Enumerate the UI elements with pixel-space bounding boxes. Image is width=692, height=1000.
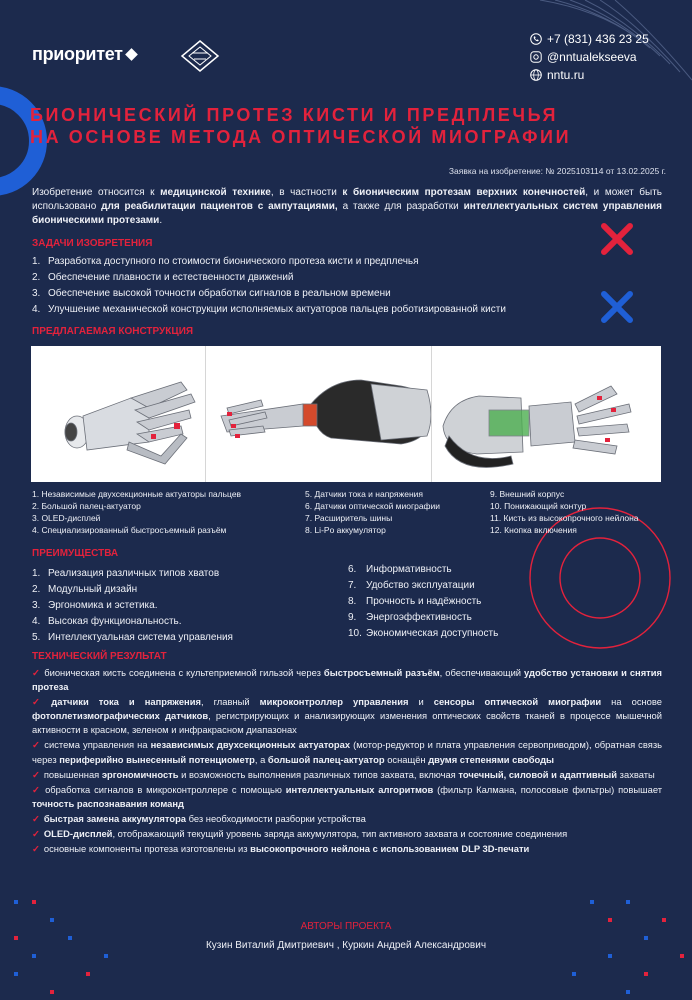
item-number: 2. [32,584,41,595]
list-item [32,630,332,646]
item-number: 3. [32,600,41,611]
list-item [32,614,332,630]
intro-emphasis: интеллектуальных систем управления бионическими протезами [32,201,663,226]
result-item: ✓ OLED-дисплей, отображающий текущий уровень заряда аккумулятора, тип активного захвата и состояние соединения [32,828,568,840]
globe-icon [530,69,542,81]
item-number: 10. [348,628,362,639]
legend-item: 5. Датчики тока и напряжения [305,489,423,499]
brand-logo [32,44,136,65]
open-forearm-view [443,386,631,467]
list-item [348,626,548,642]
result-item: ✓ система управления на независимых двухсекционных актуаторах (мотор-редуктор и плата управления сервоприводом), обратная связь через периферийно вынесенный потенциометр, а большой палец-актуатор оснащён двумя степенями свободы [32,739,663,765]
list-item [348,610,548,626]
brand-name: приоритет [32,44,123,64]
list-item [32,566,332,582]
item-text: Эргономика и эстетика. [48,600,158,611]
authors-names: Кузин Виталий Дмитриевич , Куркин Андрей Александрович [205,940,487,951]
application-number: Заявка на изобретение: № 2025103114 от 13.02.2025 г. [448,166,666,176]
result-item: ✓ датчики тока и напряжения, главный микроконтроллер управления и сенсоры оптической миографии на основе фотоплетизмографических датчиков, регистрирующих и анализирующих изменения оптических свойств тканей в процессе мышечной активности в красном, зеленом и инфракрасном диапазонах [32,696,663,736]
advantages-right-list [348,562,548,642]
legend-item: 2. Большой палец-актуатор [32,501,141,511]
item-text: Обеспечение высокой точности обработки сигналов в реальном времени [48,288,391,299]
item-text: Улучшение механической конструкции исполняемых актуаторов пальцев роботизированной кисти [48,304,506,315]
result-heading: ТЕХНИЧЕСКИЙ РЕЗУЛЬТАТ [32,651,167,662]
university-emblem-icon [180,40,220,72]
legend-item: 8. Li-Po аккумулятор [305,525,386,535]
list-item [32,254,592,270]
phone-icon [530,33,542,45]
authors-heading: АВТОРЫ ПРОЕКТА [300,921,392,932]
legend-item: 3. OLED-дисплей [32,513,101,523]
item-number: 4. [32,304,41,315]
item-text: Разработка доступного по стоимости бионического протеза кисти и предплечья [48,256,419,267]
check-icon: ✓ [32,843,40,855]
item-text: Энергоэффективность [366,612,472,623]
check-icon: ✓ [32,783,42,795]
list-item [348,594,548,610]
legend-col-2 [305,488,485,536]
contact-site[interactable] [530,66,649,84]
legend-item: 10. Понижающий контур [490,501,587,511]
advantages-left-list [32,566,332,646]
page-title [30,104,670,148]
intro-paragraph [32,186,662,228]
check-icon: ✓ [32,667,41,678]
contact-social[interactable] [530,48,649,66]
check-icon: ✓ [32,739,41,751]
result-item: ✓ основные компоненты протеза изготовлены из высокопрочного нейлона с использованием DLP 3D-печати [32,843,530,855]
item-text: Обеспечение плавности и естественности движений [48,272,294,283]
contacts-block [530,30,649,84]
intro-text: а также для разработки [337,201,464,212]
contact-social-text: @nntualekseeva [547,50,637,64]
item-text: Экономическая доступность [366,628,499,639]
list-item [32,598,332,614]
result-list [32,666,662,857]
brand-diamond-icon [125,48,138,61]
tasks-list [32,254,592,318]
intro-text: Изобретение относится к [32,187,161,198]
intro-text: . [159,215,163,226]
construction-heading: ПРЕДЛАГАЕМАЯ КОНСТРУКЦИЯ [32,326,194,337]
list-item [348,578,548,594]
legend-item: 11. Кисть из высокопрочного нейлона [490,513,639,523]
legend-item: 7. Расширитель шины [305,513,393,523]
forearm-view [221,380,431,444]
title-line-2: НА ОСНОВЕ МЕТОДА ОПТИЧЕСКОЙ МИОГРАФИИ [30,127,572,147]
result-item: ✓ быстрая замена аккумулятора без необходимости разборки устройства [32,812,366,824]
check-icon: ✓ [32,812,40,824]
intro-emphasis: к бионическим протезам верхних конечностей [342,187,586,198]
legend-item: 4. Специализированный быстросъемный разъём [32,525,227,535]
item-text: Прочность и надёжность [366,596,482,607]
result-item: ✓ обработка сигналов в микроконтроллере с помощью интеллектуальных алгоритмов (фильтр Калмана, полосовые фильтры) повышает точность распознавания команд [32,783,663,809]
legend-item: 1. Независимые двухсекционные актуаторы пальцев [32,489,242,499]
item-number: 9. [348,612,357,623]
item-text: Интеллектуальная система управления [48,632,233,643]
intro-emphasis: для реабилитации пациентов с ампутациями, [101,201,338,212]
list-item [348,562,548,578]
tasks-heading: ЗАДАЧИ ИЗОБРЕТЕНИЯ [32,238,153,249]
check-icon: ✓ [32,768,40,780]
item-number: 8. [348,596,357,607]
result-item: ✓ повышенная эргономичность и возможность выполнения различных типов захвата, включая точечный, силовой и адаптивный захваты [32,768,655,780]
intro-text: , и может быть использовано [32,187,662,212]
contact-phone[interactable] [530,30,649,48]
legend-col-3 [490,488,680,536]
item-text: Информативность [366,564,452,575]
title-line-1: БИОНИЧЕСКИЙ ПРОТЕЗ КИСТИ И ПРЕДПЛЕЧЬЯ [30,105,559,125]
contact-site-text: nntu.ru [547,68,585,82]
legend-item: 12. Кнопка включения [490,525,577,535]
intro-emphasis: медицинской технике [160,187,271,198]
item-number: 5. [32,632,41,643]
list-item [32,270,592,286]
social-icon [530,51,542,63]
list-item [32,582,332,598]
item-text: Высокая функциональность. [48,616,182,627]
prosthesis-illustration [31,346,661,482]
item-number: 7. [348,580,357,591]
item-number: 2. [32,272,41,283]
item-text: Модульный дизайн [48,584,138,595]
contact-phone-text: +7 (831) 436 23 25 [547,32,649,46]
item-number: 1. [32,256,41,267]
advantages-heading: ПРЕИМУЩЕСТВА [32,548,119,559]
item-text: Реализация различных типов хватов [48,568,220,579]
check-icon: ✓ [32,696,48,708]
legend-col-1 [32,488,302,536]
item-number: 4. [32,616,41,627]
item-number: 3. [32,288,41,299]
legend-item: 6. Датчики оптической миографии [305,501,441,511]
prosthesis-drawing [31,346,661,482]
list-item [32,286,592,302]
intro-text: , в частности [270,187,343,198]
item-number: 6. [348,564,357,575]
result-item: ✓ бионическая кисть соединена с культеприемной гильзой через быстросъемный разъём, обеспечивающий удобство установки и снятия протеза [32,667,663,693]
item-text: Удобство эксплуатации [366,580,475,591]
legend-item: 9. Внешний корпус [490,489,565,499]
item-number: 1. [32,568,41,579]
check-icon: ✓ [32,828,40,840]
list-item [32,302,592,318]
